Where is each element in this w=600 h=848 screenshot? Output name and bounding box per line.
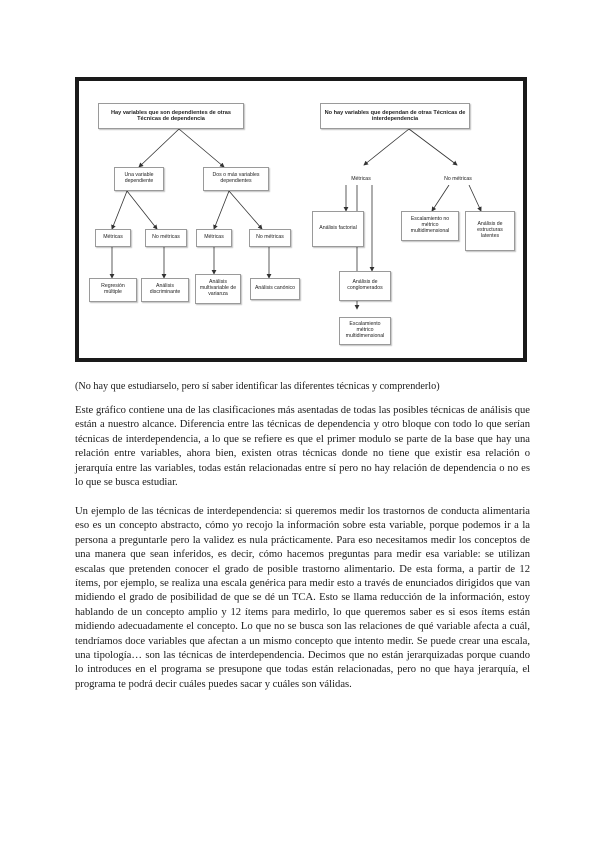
one-dependent-box: Una variable dependiente (114, 167, 164, 191)
arrow-two-to-nometricas (229, 191, 262, 229)
escalamiento-metrico-box: Escalamiento métrico multidimensional (339, 317, 391, 345)
arrow-to-estructuras (469, 185, 481, 211)
arrow-two-to-metricas (214, 191, 229, 229)
right-root-box: No hay variables que dependan de otras Técnicas de interdependencia (320, 103, 470, 129)
estructuras-latentes-box: Análisis de estructuras latentes (465, 211, 515, 251)
paragraph-2: Un ejemplo de las técnicas de interdependencia: si queremos medir los trastornos de conducta alimentaria eso es un concepto abstracto, cómo yo recojo la información sobre esta variable, porque podemos ir a la persona a preguntarle pero la validez es nula prácticamente. Para eso necesitamos medir los conceptos de una manera que sean inferidos, es decir, cómo hacemos preguntas para medir esa variable: se utilizan escalas que pretenden conocer el grado de posible trastorno alimentario. De esta forma, a partir de 12 ítems, por ejemplo, se realiza una escala genérica para medir esto a través de enunciados dirigidos que van midiendo el grado de posibilidad de que se dé un TCA. Esto se llama reducción de la información, estoy hablando de un concepto amplio y 12 ítems para medirlo, lo que queremos saber es si esos ítems están midiendo adecuadamente el concepto. Lo que no se busca son las relaciones de qué variable afecta a cuál, tendríamos doce variables que afectan a un mismo concepto que intento medir. Se puede crear una escala, una tipología… son las técnicas de interdependencia. Decimos que no están jerarquizadas porque cuando lo introduces en el programa se presupone que todas están relacionadas, pero no que haya jerarquía, el programa te podrá decir cuáles puedes sacar y cuáles son válidas. (75, 506, 530, 690)
canonico-box: Análisis canónico (250, 278, 300, 300)
arrow-right-root-to-metricas (364, 129, 409, 165)
conglomerados-box: Análisis de conglomerados (339, 271, 391, 301)
left-root-box: Hay variables que son dependientes de otras Técnicas de dependencia (98, 103, 244, 129)
metricas-a-box: Métricas (95, 229, 131, 247)
right-metricas-label: Métricas (341, 175, 381, 185)
arrow-right-root-to-nometricas (409, 129, 457, 165)
figure-caption: (No hay que estudiarselo, pero sí saber identificar las diferentes técnicas y comprenderlo) (75, 381, 440, 392)
two-dependent-box: Dos o más variables dependientes (203, 167, 269, 191)
no-metricas-b-box: No métricas (249, 229, 291, 247)
escalamiento-no-metrico-box: Escalamiento no métrico multidimensional (401, 211, 459, 241)
regresion-box: Regresión múltiple (89, 278, 137, 302)
arrow-root-to-two (179, 129, 224, 167)
right-no-metricas-label: No métricas (434, 175, 482, 185)
arrow-one-to-metricas (112, 191, 127, 229)
classification-diagram (75, 77, 527, 362)
multivariable-box: Análisis multivariable de varianza (195, 274, 241, 304)
arrow-to-escalamiento-no-metrico (432, 185, 449, 211)
metricas-b-box: Métricas (196, 229, 232, 247)
arrow-one-to-nometricas (127, 191, 157, 229)
discriminante-box: Análisis discriminante (141, 278, 189, 302)
factorial-box: Análisis factorial (312, 211, 364, 247)
arrow-root-to-one (139, 129, 179, 167)
paragraph-1: Este gráfico contiene una de las clasificaciones más asentadas de todas las posibles técnicas de análisis que están a nuestro alcance. Diferencia entre las técnicas de dependencia y otro bloque con todo lo que serían técnicas de interdependencia, a lo que se refiere es que el primer modulo se parte de la base que hay una relación entre variables, ahora bien, existen otras técnicas donde no tiene que existir esa relación o jerarquía entre las variables, todas están relacionadas entre sí pero no hay relación de dependencia o no es lo que se busca estudiar. (75, 405, 530, 489)
no-metricas-a-box: No métricas (145, 229, 187, 247)
